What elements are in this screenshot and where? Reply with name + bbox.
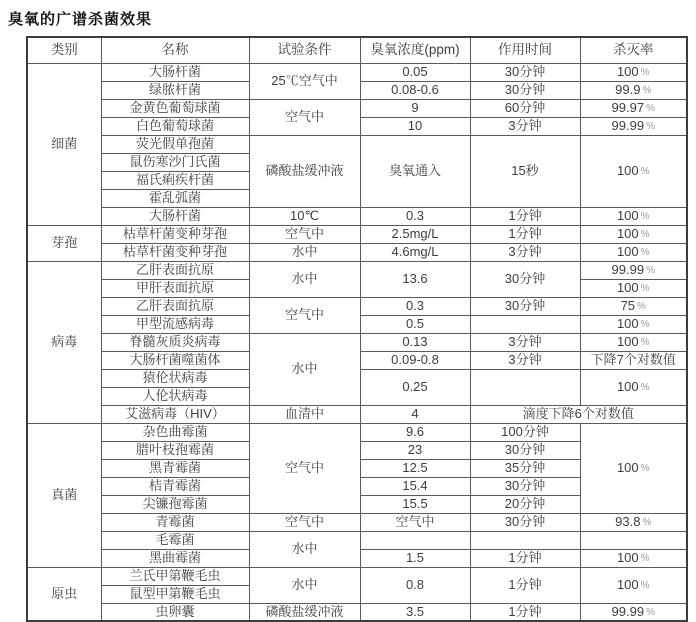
name-cell: [101, 387, 249, 405]
killrate-cell: [580, 243, 687, 261]
cell-text: 脊髓灰质炎病毒: [129, 334, 221, 350]
time-cell: [470, 477, 580, 495]
cell-text: 猿伦状病毒: [142, 370, 208, 386]
cell-text: 25℃空气中: [271, 73, 338, 89]
cell-text: 60分钟: [504, 100, 546, 116]
time-cell: [470, 513, 580, 531]
cell-text: 15秒: [511, 163, 539, 179]
cell-text: 35分钟: [504, 460, 546, 476]
cell-text: 4: [411, 406, 419, 422]
cell-text: 甲型流感病毒: [135, 316, 214, 332]
killrate-cell: [580, 549, 687, 567]
cell-text: 腊叶枝孢霉菌: [135, 442, 214, 458]
concentration-cell: [360, 207, 470, 225]
cell-text: 福氏痢疾杆菌: [135, 172, 214, 188]
percent-sign: %: [646, 265, 655, 277]
table-row: [27, 63, 687, 81]
table-header-row: [27, 37, 687, 63]
cell-text: 磷酸盐缓冲液: [265, 163, 344, 179]
concentration-cell: [360, 261, 470, 297]
cell-text: 30分钟: [504, 514, 546, 530]
cell-text: 青霉菌: [155, 514, 195, 530]
cell-text: 1分钟: [508, 208, 542, 224]
concentration-cell: [360, 405, 470, 423]
name-cell: [101, 117, 249, 135]
killrate-cell: [580, 333, 687, 351]
cell-text: 23: [407, 442, 423, 458]
header-time: 作用时间: [470, 37, 580, 63]
concentration-cell: [360, 315, 470, 333]
name-cell: [101, 333, 249, 351]
killrate-cell: [470, 405, 687, 423]
cell-text: 桔青霉菌: [148, 478, 201, 494]
cell-text: 枯草杆菌变种芽孢: [122, 244, 227, 260]
name-cell: [101, 549, 249, 567]
percent-sign: %: [640, 283, 650, 295]
concentration-cell: [360, 459, 470, 477]
cell-text: 0.5: [405, 316, 425, 332]
condition-cell: [249, 207, 360, 225]
time-cell: [470, 63, 580, 81]
percent-sign: %: [640, 319, 650, 331]
cell-text: 30分钟: [504, 442, 546, 458]
cell-text: 15.4: [402, 478, 428, 494]
header-category: 类别: [27, 37, 101, 63]
table-row: [27, 243, 687, 261]
cell-text: 0.13: [402, 334, 428, 350]
name-cell: [101, 495, 249, 513]
cell-text: 鼠型甲第鞭毛虫: [129, 586, 221, 602]
name-cell: [101, 459, 249, 477]
cell-text: 30分钟: [504, 298, 546, 314]
cell-text: 1.5: [405, 550, 425, 566]
killrate-cell: [580, 369, 687, 405]
cell-text: 100: [616, 577, 639, 593]
cell-text: 100: [616, 460, 639, 476]
concentration-cell: [360, 333, 470, 351]
cell-text: 100: [616, 550, 639, 566]
ozone-sterilization-table: [26, 36, 688, 622]
cell-text: 大肠杆菌噬菌体: [129, 352, 221, 368]
percent-sign: %: [640, 67, 650, 79]
cell-text: 人伦状病毒: [142, 388, 208, 404]
name-cell: [101, 261, 249, 279]
cell-text: 水中: [291, 541, 318, 557]
time-cell: [470, 99, 580, 117]
concentration-cell: [360, 369, 470, 405]
cell-text: 9: [411, 100, 419, 116]
concentration-cell: [360, 441, 470, 459]
cell-text: 100: [616, 379, 639, 395]
category-cell: [27, 567, 101, 621]
concentration-cell: [360, 351, 470, 369]
condition-cell: [249, 99, 360, 135]
concentration-cell: [360, 477, 470, 495]
cell-text: 病毒: [51, 334, 78, 350]
cell-text: 10: [407, 118, 423, 134]
name-cell: [101, 63, 249, 81]
cell-text: 水中: [291, 271, 318, 287]
name-cell: [101, 423, 249, 441]
condition-cell: [249, 297, 360, 333]
cell-text: 1分钟: [508, 577, 542, 593]
cell-text: 滴度下降6个对数值: [522, 406, 634, 422]
cell-text: 12.5: [402, 460, 428, 476]
cell-text: 臭氧通入: [388, 163, 441, 179]
killrate-cell: [580, 567, 687, 603]
cell-text: 0.3: [405, 208, 425, 224]
cell-text: 15.5: [402, 496, 428, 512]
category-cell: [27, 225, 101, 261]
time-cell: [470, 423, 580, 441]
concentration-cell: [360, 495, 470, 513]
killrate-cell: [580, 261, 687, 279]
percent-sign: %: [640, 580, 650, 592]
table-row: [27, 405, 687, 423]
table-row: [27, 333, 687, 351]
name-cell: [101, 567, 249, 585]
condition-cell: [249, 63, 360, 99]
cell-text: 13.6: [402, 271, 428, 287]
cell-text: 100: [616, 334, 639, 350]
percent-sign: %: [640, 382, 650, 394]
killrate-cell: [580, 423, 687, 513]
percent-sign: %: [640, 337, 650, 349]
cell-text: 100: [616, 226, 639, 242]
cell-text: 100: [616, 64, 639, 80]
category-cell: [27, 423, 101, 567]
cell-text: 水中: [291, 361, 318, 377]
concentration-cell: [360, 243, 470, 261]
cell-text: 毛霉菌: [155, 532, 195, 548]
cell-text: 0.08-0.6: [391, 82, 439, 98]
percent-sign: %: [646, 121, 655, 133]
cell-text: 99.99: [611, 603, 645, 619]
cell-text: 100分钟: [501, 424, 549, 440]
cell-text: 下降7个对数值: [590, 352, 676, 368]
cell-text: 细菌: [51, 136, 78, 152]
cell-text: 空气中: [284, 514, 324, 530]
table-row: [27, 261, 687, 279]
killrate-cell: [580, 117, 687, 135]
cell-text: 1分钟: [508, 603, 542, 619]
cell-text: 9.6: [405, 424, 425, 440]
table-row: [27, 297, 687, 315]
cell-text: 杂色曲霉菌: [142, 424, 208, 440]
cell-text: 水中: [291, 577, 318, 593]
cell-text: 空气中: [395, 514, 435, 530]
time-cell: [470, 459, 580, 477]
cell-text: 1分钟: [508, 550, 542, 566]
concentration-cell: [360, 603, 470, 621]
killrate-cell: [580, 99, 687, 117]
concentration-cell: [360, 531, 470, 549]
killrate-cell: [580, 297, 687, 315]
condition-cell: [249, 513, 360, 531]
condition-cell: [249, 333, 360, 405]
cell-text: 99.99: [611, 262, 645, 278]
name-cell: [101, 279, 249, 297]
cell-text: 30分钟: [504, 64, 546, 80]
name-cell: [101, 477, 249, 495]
name-cell: [101, 531, 249, 549]
cell-text: 荧光假单孢菌: [135, 136, 214, 152]
table-row: [27, 567, 687, 585]
cell-text: 3分钟: [508, 244, 542, 260]
cell-text: 3分钟: [508, 352, 542, 368]
time-cell: [470, 243, 580, 261]
percent-sign: %: [646, 606, 655, 618]
name-cell: [101, 513, 249, 531]
name-cell: [101, 225, 249, 243]
time-cell: [470, 333, 580, 351]
page-title: 臭氧的广谱杀菌效果: [8, 11, 153, 28]
killrate-cell: [580, 63, 687, 81]
time-cell: [470, 351, 580, 369]
percent-sign: %: [642, 517, 652, 529]
cell-text: 原虫: [51, 585, 78, 601]
name-cell: [101, 441, 249, 459]
cell-text: 绿脓杆菌: [148, 82, 201, 98]
time-cell: [470, 117, 580, 135]
cell-text: 艾滋病毒（HIV）: [125, 406, 225, 422]
concentration-cell: [360, 567, 470, 603]
condition-cell: [249, 405, 360, 423]
cell-text: 黑曲霉菌: [148, 550, 201, 566]
killrate-cell: [580, 81, 687, 99]
percent-sign: %: [646, 103, 655, 115]
killrate-cell: [580, 135, 687, 207]
table-row: [27, 207, 687, 225]
percent-sign: %: [642, 85, 652, 97]
cell-text: 0.8: [405, 577, 425, 593]
cell-text: 99.99: [611, 118, 645, 134]
name-cell: [101, 369, 249, 387]
table-row: [27, 135, 687, 153]
concentration-cell: [360, 117, 470, 135]
time-cell: [470, 135, 580, 207]
condition-cell: [249, 261, 360, 297]
cell-text: 100: [616, 244, 639, 260]
cell-text: 磷酸盐缓冲液: [265, 603, 344, 619]
time-cell: [470, 207, 580, 225]
category-cell: [27, 63, 101, 225]
percent-sign: %: [637, 301, 646, 313]
killrate-cell: [580, 315, 687, 333]
cell-text: 空气中: [284, 460, 324, 476]
cell-text: 黑青霉菌: [148, 460, 201, 476]
time-cell: [470, 81, 580, 99]
table-row: [27, 423, 687, 441]
cell-text: 3分钟: [508, 334, 542, 350]
name-cell: [101, 99, 249, 117]
killrate-cell: [580, 279, 687, 297]
cell-text: 0.3: [405, 298, 425, 314]
name-cell: [101, 153, 249, 171]
killrate-cell: [580, 351, 687, 369]
cell-text: 空气中: [284, 226, 324, 242]
table-row: [27, 531, 687, 549]
cell-text: 大肠杆菌: [148, 208, 201, 224]
name-cell: [101, 207, 249, 225]
cell-text: 甲肝表面抗原: [135, 280, 214, 296]
name-cell: [101, 171, 249, 189]
cell-text: 兰氏甲第鞭毛虫: [129, 568, 221, 584]
condition-cell: [249, 225, 360, 243]
killrate-cell: [580, 531, 687, 549]
cell-text: 30分钟: [504, 271, 546, 287]
time-cell: [470, 297, 580, 315]
condition-cell: [249, 603, 360, 621]
concentration-cell: [360, 513, 470, 531]
cell-text: 空气中: [284, 307, 324, 323]
header-name: 名称: [101, 37, 249, 63]
cell-text: 3.5: [405, 603, 425, 619]
cell-text: 100: [616, 280, 639, 296]
cell-text: 1分钟: [508, 226, 542, 242]
time-cell: [470, 315, 580, 333]
killrate-cell: [580, 603, 687, 621]
concentration-cell: [360, 63, 470, 81]
name-cell: [101, 135, 249, 153]
name-cell: [101, 351, 249, 369]
condition-cell: [249, 567, 360, 603]
cell-text: 水中: [291, 244, 318, 260]
concentration-cell: [360, 81, 470, 99]
cell-text: 0.09-0.8: [391, 352, 439, 368]
killrate-cell: [580, 207, 687, 225]
cell-text: 3分钟: [508, 118, 542, 134]
cell-text: 30分钟: [504, 478, 546, 494]
percent-sign: %: [640, 211, 650, 223]
percent-sign: %: [640, 553, 650, 565]
table-row: [27, 99, 687, 117]
table-row: [27, 603, 687, 621]
cell-text: 白色葡萄球菌: [135, 118, 214, 134]
cell-text: 芽孢: [51, 235, 78, 251]
time-cell: [470, 567, 580, 603]
concentration-cell: [360, 549, 470, 567]
header-condition: 试验条件: [249, 37, 360, 63]
concentration-cell: [360, 423, 470, 441]
cell-text: 大肠杆菌: [148, 64, 201, 80]
header-killrate: 杀灭率: [580, 37, 687, 63]
condition-cell: [249, 135, 360, 207]
name-cell: [101, 81, 249, 99]
concentration-cell: [360, 99, 470, 117]
cell-text: 93.8: [615, 514, 641, 530]
cell-text: 100: [616, 316, 639, 332]
name-cell: [101, 297, 249, 315]
cell-text: 金黄色葡萄球菌: [129, 100, 221, 116]
name-cell: [101, 603, 249, 621]
condition-cell: [249, 423, 360, 513]
concentration-cell: [360, 135, 470, 207]
time-cell: [470, 369, 580, 405]
cell-text: 血清中: [284, 406, 324, 422]
table-row: [27, 513, 687, 531]
cell-text: 100: [616, 163, 639, 179]
cell-text: 0.25: [402, 379, 428, 395]
percent-sign: %: [640, 229, 650, 241]
cell-text: 0.05: [402, 64, 428, 80]
percent-sign: %: [640, 247, 650, 259]
concentration-cell: [360, 225, 470, 243]
name-cell: [101, 405, 249, 423]
time-cell: [470, 531, 580, 549]
time-cell: [470, 549, 580, 567]
time-cell: [470, 603, 580, 621]
cell-text: 乙肝表面抗原: [135, 262, 214, 278]
name-cell: [101, 243, 249, 261]
header-concentration: 臭氧浓度(ppm): [360, 37, 470, 63]
time-cell: [470, 225, 580, 243]
name-cell: [101, 315, 249, 333]
cell-text: 尖镰孢霉菌: [142, 496, 208, 512]
cell-text: 空气中: [284, 109, 324, 125]
cell-text: 30分钟: [504, 82, 546, 98]
killrate-cell: [580, 513, 687, 531]
cell-text: 99.97: [611, 100, 645, 116]
cell-text: 枯草杆菌变种芽孢: [122, 226, 227, 242]
name-cell: [101, 189, 249, 207]
percent-sign: %: [640, 166, 650, 178]
name-cell: [101, 585, 249, 603]
cell-text: 100: [616, 208, 639, 224]
concentration-cell: [360, 297, 470, 315]
cell-text: 鼠伤寒沙门氏菌: [129, 154, 221, 170]
cell-text: 霍乱弧菌: [148, 190, 201, 206]
time-cell: [470, 261, 580, 297]
table-row: [27, 225, 687, 243]
table-body: [27, 63, 687, 621]
time-cell: [470, 441, 580, 459]
cell-text: 乙肝表面抗原: [135, 298, 214, 314]
cell-text: 2.5mg/L: [391, 226, 439, 242]
cell-text: 真菌: [51, 487, 78, 503]
percent-sign: %: [640, 463, 650, 475]
time-cell: [470, 495, 580, 513]
condition-cell: [249, 243, 360, 261]
condition-cell: [249, 531, 360, 567]
cell-text: 99.9: [615, 82, 641, 98]
category-cell: [27, 261, 101, 423]
cell-text: 4.6mg/L: [391, 244, 439, 260]
cell-text: 虫卵囊: [155, 603, 195, 619]
cell-text: 75: [620, 298, 636, 314]
cell-text: 20分钟: [504, 496, 546, 512]
killrate-cell: [580, 225, 687, 243]
cell-text: 10℃: [289, 208, 320, 224]
